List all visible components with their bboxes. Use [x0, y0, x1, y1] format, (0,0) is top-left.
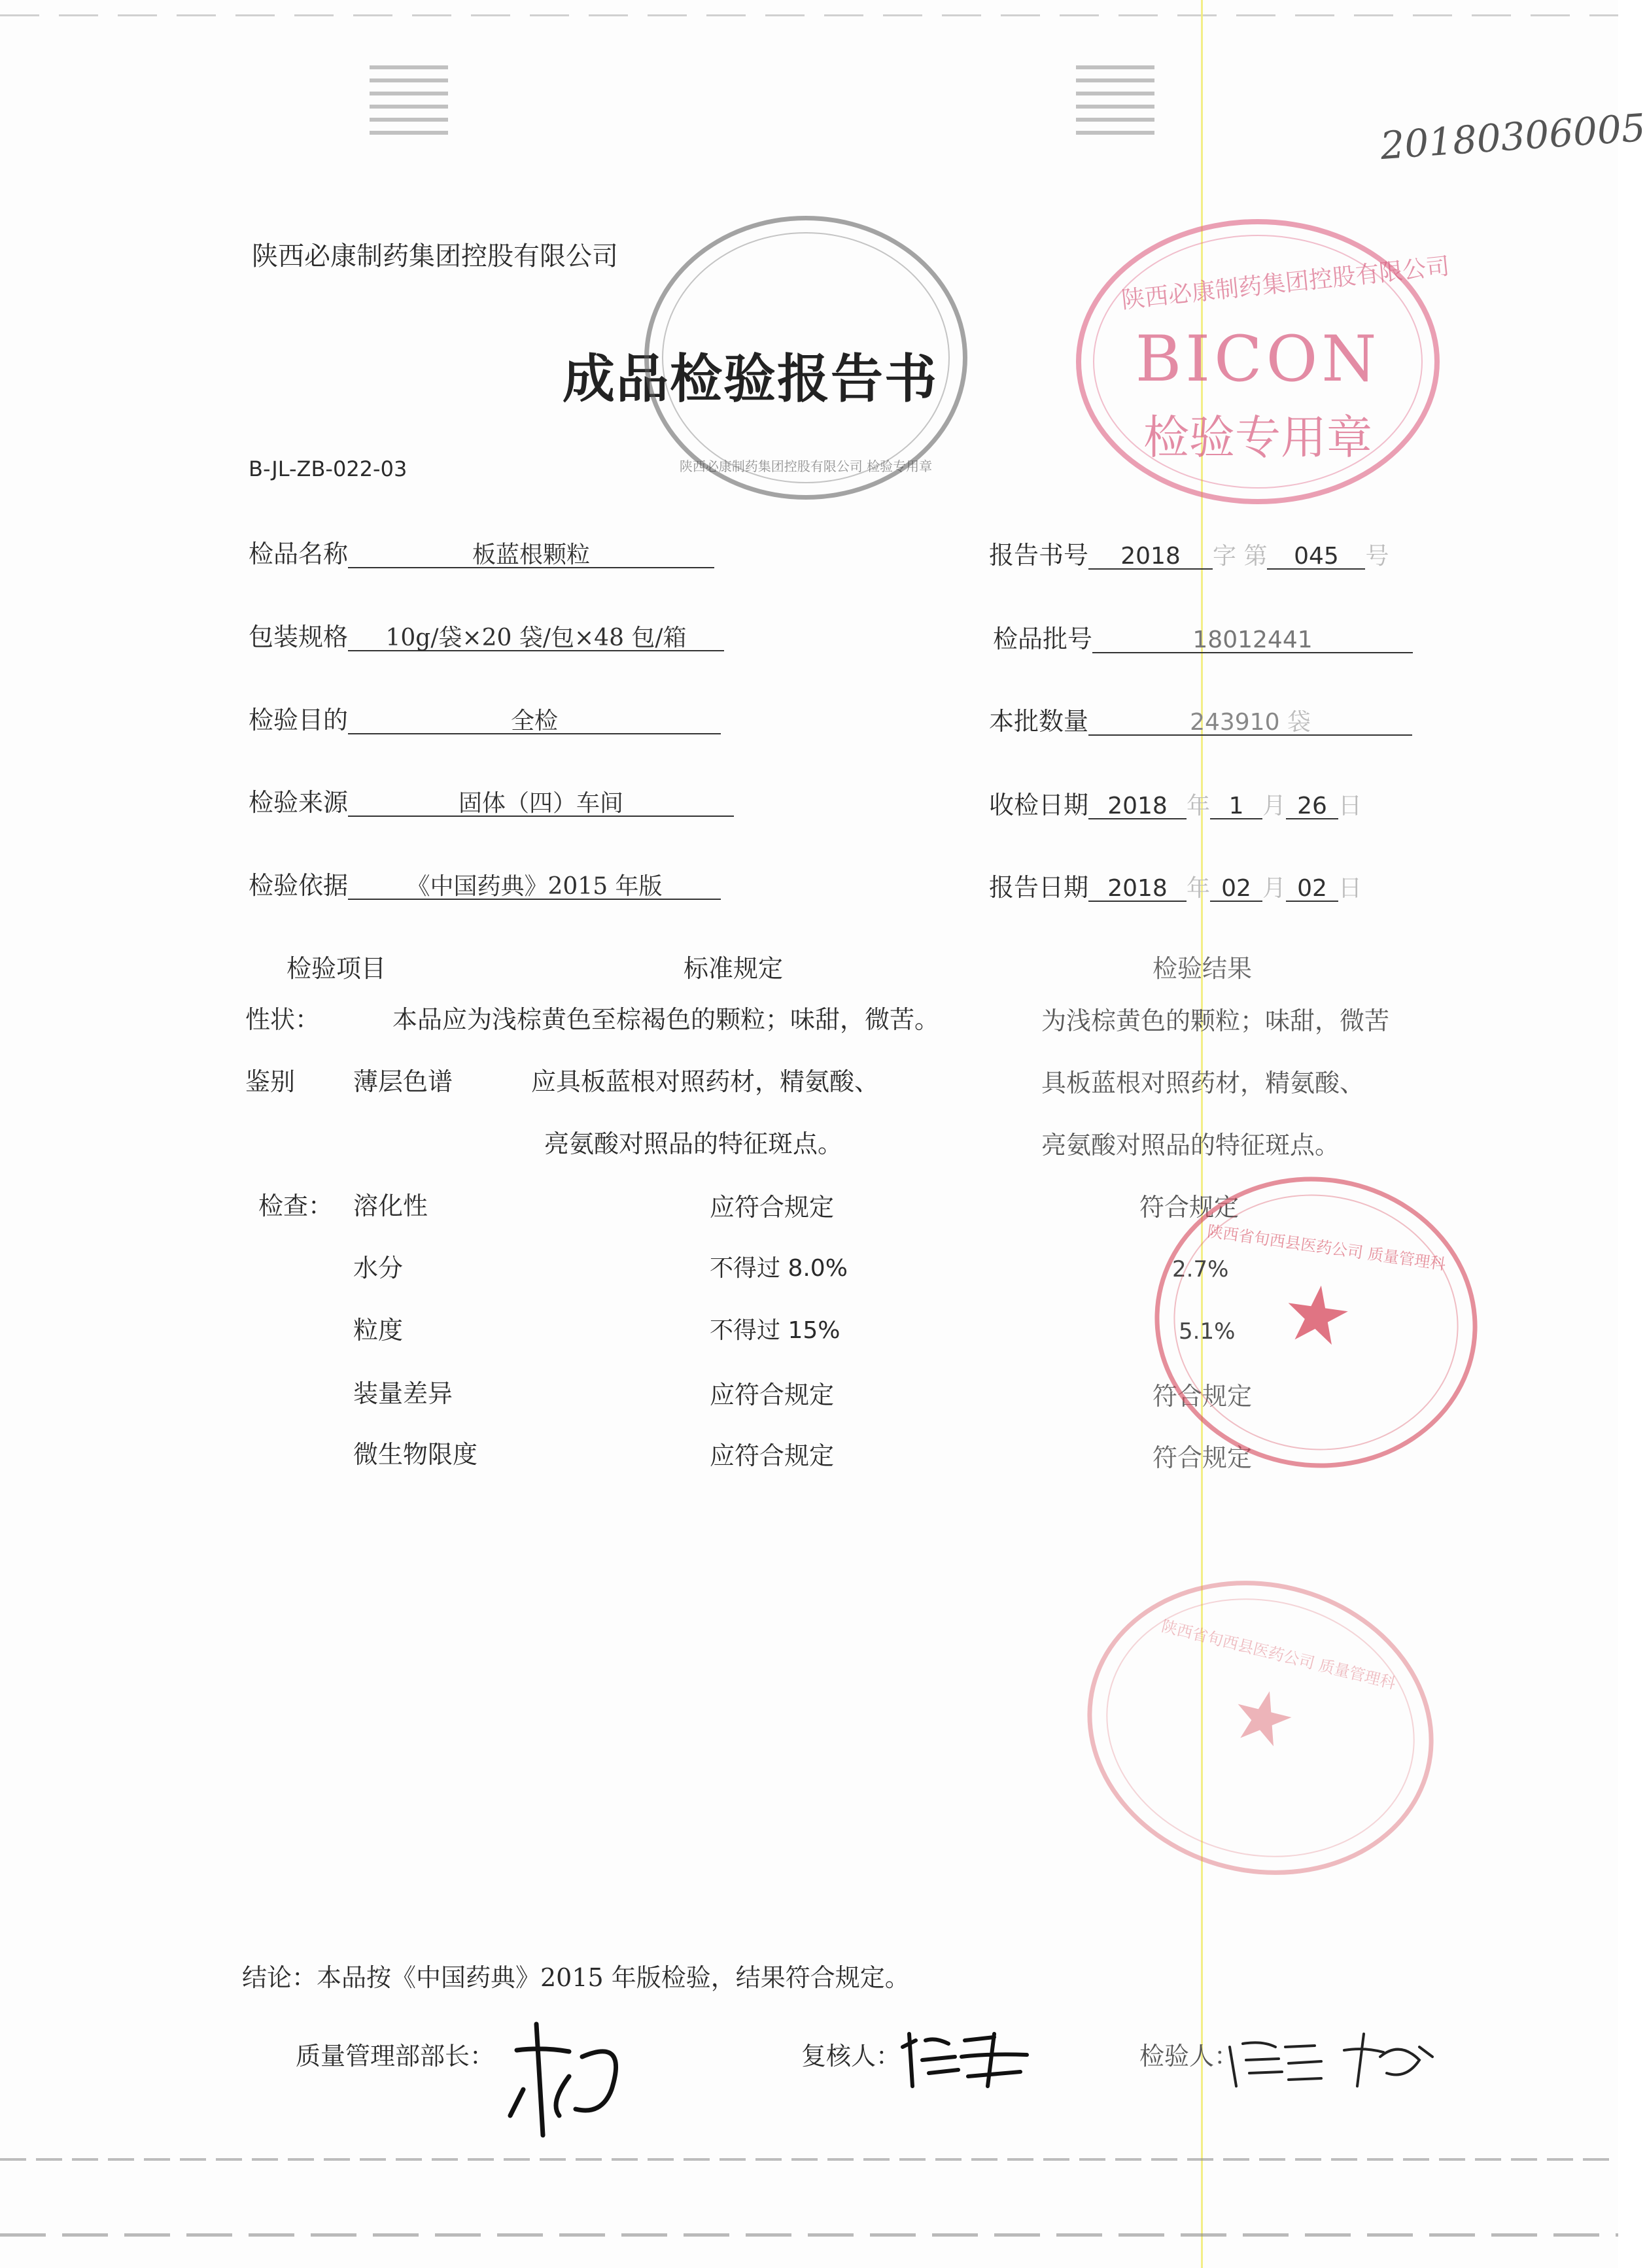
report-number-value: 045 — [1267, 545, 1365, 570]
batch-number-value: 18012441 — [1092, 628, 1413, 653]
checks-label: 检查： — [258, 1192, 334, 1220]
scan-artifact-bottom-2 — [0, 2233, 1618, 2237]
check-standard: 不得过 8.0% — [710, 1255, 848, 1282]
source-value: 固体（四）车间 — [348, 792, 734, 817]
properties-standard: 本品应为浅棕黄色至棕褐色的颗粒；味甜，微苦。 — [392, 1005, 940, 1034]
qa-head-signature — [497, 2011, 648, 2142]
receive-date-day-unit: 日 — [1338, 793, 1362, 819]
check-item: 装量差异 — [353, 1379, 453, 1408]
check-item: 微生物限度 — [353, 1440, 478, 1469]
report-date-label: 报告日期 — [989, 873, 1089, 902]
check-item: 水分 — [353, 1254, 404, 1282]
receive-date-month-unit: 月 — [1262, 793, 1287, 819]
bicon-inspection-seal: 陕西必康制药集团控股有限公司 BICON 检验专用章 — [1076, 219, 1440, 504]
purpose-field — [249, 708, 721, 734]
receive-date-year: 2018 — [1088, 795, 1187, 819]
header-standard: 标准规定 — [684, 954, 784, 983]
identification-label: 鉴别 — [245, 1067, 296, 1096]
check-standard: 应符合规定 — [710, 1193, 835, 1222]
report-number-label: 报告书号 — [989, 541, 1089, 570]
check-result: 符合规定 — [1153, 1382, 1253, 1411]
document-title: 成品检验报告书 — [563, 348, 938, 409]
source-field — [249, 790, 734, 817]
report-date-month: 02 — [1210, 877, 1262, 902]
check-standard: 应符合规定 — [710, 1381, 835, 1409]
identification-result-line2: 亮氨酸对照品的特征斑点。 — [1041, 1131, 1340, 1160]
quantity-unit: 袋 — [1287, 709, 1311, 736]
quality-management-seal-2: ★ 陕西省旬西县医药公司 质量管理科 — [1056, 1545, 1465, 1911]
check-item: 粒度 — [353, 1316, 404, 1345]
archive-number-handwritten: 20180306005 — [1379, 105, 1647, 169]
properties-label: 性状： — [245, 1005, 321, 1034]
properties-result: 为浅棕黄色的颗粒；味甜，微苦 — [1041, 1006, 1390, 1035]
product-name-label: 检品名称 — [249, 540, 349, 568]
scan-artifact-bottom — [0, 2158, 1618, 2161]
basis-value: 《中国药典》2015 年版 — [348, 875, 721, 900]
basis-label: 检验依据 — [249, 871, 349, 900]
quantity-value: 243910 — [1190, 709, 1280, 736]
report-date-year: 2018 — [1088, 877, 1187, 902]
report-date-day: 02 — [1286, 877, 1338, 902]
quantity-field — [989, 709, 1412, 736]
inspection-seal-gray: 陕西必康制药集团控股有限公司 检验专用章 — [644, 216, 967, 500]
conclusion: 结论：本品按《中国药典》2015 年版检验，结果符合规定。 — [242, 1963, 910, 1992]
inspector-signature — [1223, 2027, 1439, 2093]
check-result: 5.1% — [1179, 1318, 1236, 1345]
report-date-month-unit: 月 — [1262, 875, 1287, 902]
company-name: 陕西必康制药集团控股有限公司 — [252, 241, 618, 271]
check-result: 符合规定 — [1153, 1443, 1253, 1472]
qa-head-signature-label: 质量管理部部长： — [296, 2042, 495, 2070]
header-result: 检验结果 — [1153, 954, 1253, 983]
report-date-day-unit: 日 — [1338, 875, 1362, 902]
report-date-field — [989, 875, 1362, 902]
check-item: 溶化性 — [353, 1192, 428, 1220]
report-number-year: 2018 — [1088, 545, 1213, 570]
report-date-year-unit: 年 — [1187, 875, 1211, 902]
check-result: 符合规定 — [1139, 1193, 1240, 1222]
source-label: 检验来源 — [249, 788, 349, 817]
binding-holes-right — [1076, 65, 1154, 144]
quality-management-seal-1: ★ 陕西省旬西县医药公司 质量管理科 — [1136, 1156, 1497, 1488]
reviewer-signature-label: 复核人： — [801, 2042, 901, 2070]
identification-method: 薄层色谱 — [353, 1067, 453, 1096]
check-standard: 不得过 15% — [710, 1317, 841, 1344]
reviewer-signature — [896, 2021, 1047, 2093]
batch-number-field — [993, 627, 1413, 653]
report-number-field — [989, 543, 1389, 570]
report-number-mid: 字 第 — [1213, 543, 1268, 570]
identification-standard-line2: 亮氨酸对照品的特征斑点。 — [544, 1129, 843, 1158]
document-code: B-JL-ZB-022-03 — [249, 456, 407, 481]
receive-date-day: 26 — [1286, 795, 1338, 819]
purpose-value: 全检 — [348, 710, 721, 734]
binding-holes-left — [370, 65, 448, 144]
purpose-label: 检验目的 — [249, 706, 349, 734]
receive-date-month: 1 — [1210, 795, 1262, 819]
receive-date-year-unit: 年 — [1187, 793, 1211, 819]
check-result: 2.7% — [1172, 1256, 1229, 1282]
product-name-value: 板蓝根颗粒 — [348, 543, 714, 568]
basis-field — [249, 873, 721, 900]
batch-number-label: 检品批号 — [993, 625, 1093, 653]
check-standard: 应符合规定 — [710, 1441, 835, 1470]
header-test-item: 检验项目 — [286, 954, 387, 983]
package-spec-label: 包装规格 — [249, 623, 349, 651]
quantity-label: 本批数量 — [989, 707, 1089, 736]
product-name-field — [249, 541, 714, 568]
identification-result-line1: 具板蓝根对照药材，精氨酸、 — [1041, 1069, 1365, 1097]
receive-date-label: 收检日期 — [989, 791, 1089, 819]
scan-artifact-top — [0, 14, 1618, 16]
receive-date-field — [989, 793, 1362, 819]
package-spec-field — [249, 625, 724, 651]
package-spec-value: 10g/袋×20 袋/包×48 包/箱 — [348, 627, 724, 651]
identification-standard-line1: 应具板蓝根对照药材，精氨酸、 — [531, 1067, 880, 1096]
report-number-suffix: 号 — [1365, 543, 1389, 570]
inspector-signature-label: 检验人： — [1139, 2042, 1240, 2070]
